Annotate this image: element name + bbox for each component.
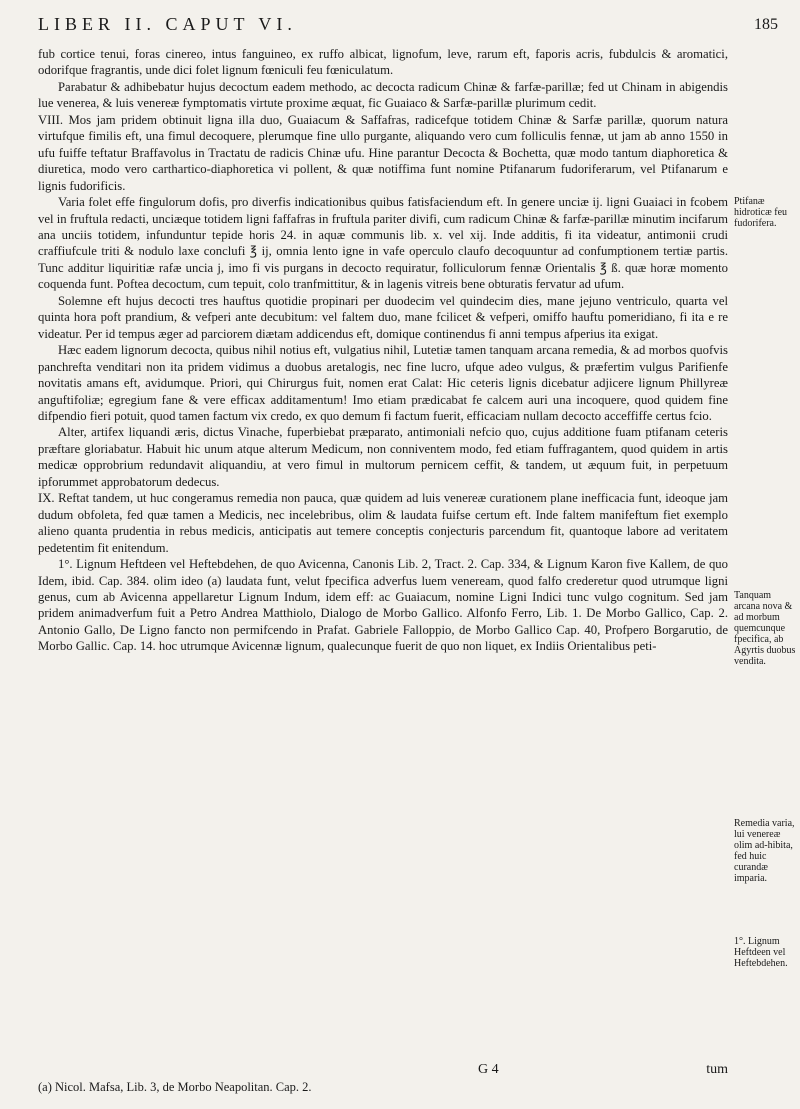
paragraph-section-ix: IX. Reftat tandem, ut huc congeramus remedia non pauca, quæ quidem ad luis venereæ curationem plane inefficacia funt, ideoque jam dudum obfoleta, fed quæ tamen a Medicis, nec incelebribus, olim & laudata fuifse certum eft. Inde faltem manifeftum fiet exemplo alieno quanta prudentia in rebus medicis, anticipatis aut temere conceptis conjecturis parcendum fit, quantoque labore ad veritatem pedetentim fit enitendum. (38, 491, 728, 555)
margin-note: Tanquam arcana nova & ad morbum quemcunque fpecifica, ab Agyrtis duobus vendita. (734, 590, 796, 667)
paragraph: fub cortice tenui, foras cinereo, intus fanguineo, ex ruffo albicat, lignofum, leve, rarum eft, faporis acris, fubdulcis & aromatici, odorifque fragrantis, unde dici folet lignum fœniculi feu fœniculatum. (38, 47, 728, 78)
page-footer (38, 1062, 728, 1095)
paragraph: Alter, artifex liquandi æris, dictus Vinache, fuperbiebat præparato, antimoniali nefcio quo, cujus additione fuam ptifanam ceteris præftare gloriabatur. Habuit hic unum atque alterum Medicum, non conniventem modo, fed etiam fuffragantem, quod quidem in artis medicæ opprobrium redundavit aliquandiu, at vero fimul in multorum pernicem ceffit, & tandem, ut æquum fuit, in perpetuum ipforummet approbatorum dedecus. (38, 425, 728, 489)
catchword: tum (706, 1062, 728, 1077)
signature-mark: G 4 (478, 1062, 499, 1077)
paragraph: Hæc eadem lignorum decocta, quibus nihil notius eft, vulgatius nihil, Lutetiæ tamen tanquam arcana remedia, & ad morbos quofvis panchrefta venditari non ita pridem vidimus a duobus aretalogis, nec fine lucro, ufque adeo vulgus, & præfertim vulgus Parifienfe novitatis amans eft, avidumque. Priori, qui Chirurgus fuit, nomen erat Calat: Hic ceteris lignis dicebatur adjicere lignum Phillyreæ anguftifoliæ; egregium fane & vere efficax additamentum! Imo etiam prædicabat fe calcem auri una incoquere, quod quidem fine difpendio fieri potuit, quod tamen factum vix credo, ex quo demum fi factum fuerit, efficaciam nullam decocto acceffiffe certus fcio. (38, 343, 728, 423)
paragraph-section-viii: VIII. Mos jam pridem obtinuit ligna illa duo, Guaiacum & Saffafras, radicefque totidem Chinæ & Sarfæ parillæ, quorum natura virtufque fimilis eft, una fimul decoquere, plerumque fine ullo purgante, aliquando vero cum folliculis fennæ, ut jam ab anno 1550 in ufu fuiffe teftatur Braffavolus in Tractatu de radicis Chinæ ufu. Hine parantur Decocta & Bochetta, quæ modo tantum diaphoretica & diuretica, modo vero carthartico-diaphoretica vi pollent, & quæ notiffima funt nomine Ptifanarum fudoriferarum, vel Ptifanarum e lignis fudorificis. (38, 112, 728, 193)
footnote: (a) Nicol. Mafsa, Lib. 3, de Morbo Neapolitan. Cap. 2. (38, 1080, 312, 1094)
paragraph: Solemne eft hujus decocti tres hauftus quotidie propinari per duodecim vel quindecim dies, mane jejuno ventriculo, quarta vel quinta hora poft prandium, & vefperi ante decubitum: vel faltem duo, mane fcilicet & vefperi, omiffo hauftu pomeridiano, fi ita e re videatur. Per id tempus æger ad parciorem diætam addicendus eft, domique continendus fi anni tempus afperius ita exigat. (38, 293, 728, 341)
running-title: LIBER II. CAPUT VI. (38, 14, 297, 34)
paragraph: Parabatur & adhibebatur hujus decoctum eadem methodo, ac decocta radicum Chinæ & farfæ-parillæ; fed ut Chinam in abigendis lue venerea, & luis venereæ fymptomatis virtute proxime æquat, fic Guaiaco & Sarfæ-parillæ plurimum cedit. (38, 79, 728, 111)
page-number: 185 (754, 16, 778, 33)
running-header (38, 12, 778, 42)
margin-note: 1°. Lignum Heftdeen vel Heftebdehen. (734, 936, 788, 969)
margin-note: Ptifanæ hidroticæ feu fudorifera. (734, 196, 788, 229)
main-text (38, 46, 728, 655)
paragraph: Varia folet effe fingulorum dofis, pro diverfis indicationibus quibus fatisfaciendum eft. In genere unciæ ij. ligni Guaiaci in fcobem vel in fruftula redacti, unciæque totidem ligni faffafras in fruftula pariter divifi, cum radicum Chinæ & farfæ-parillæ minutim incifarum ana unciis totidem, infunduntur tepide horis 24. in aquæ communis lib. x. vel xij. Inde additis, fi ita videatur, antimonii crudi craffiufcule triti & nodulo laxe conclufi ℥ ij, omnia lento igne in vafe operculo claufo decoquuntur ad confumptionem tertiæ partis. Tunc additur liquiritiæ rafæ uncia j, imo fi vis purgans in decocto requiratur, folliculorum fennæ Orientalis ℥ ß. quæ horæ momento coquenda funt. Poftea decoctum, cum tepuit, colo tranfmittitur, & in lagenis vitreis bene obturatis fervatur ad ufum. (38, 195, 728, 292)
margin-note: Remedia varia, lui venereæ olim ad-hibita, fed huic curandæ imparia. (734, 818, 795, 884)
paragraph: 1°. Lignum Heftdeen vel Heftebdehen, de quo Avicenna, Canonis Lib. 2, Tract. 2. Cap. 334, & Lignum Karon five Kallem, de quo Idem, ibid. Cap. 384. olim ideo (a) laudata funt, velut fpecifica adverfus luem veneream, quod falfo crederetur quod utrumque ligni genus, cum ab Avicenna appellaretur Lignum Indum, idem eff: ac Guaiacum, nomine Ligni Indici tunc vulgo cognitum. Sed jam pridem animadverfum fuit a Petro Andrea Matthiolo, Dialogo de Morbo Gallico. Alfonfo Ferro, Lib. 1. De Morbo Gallico, Cap. 2. Antonio Gallo, De Ligno fancto non permifcendo in Prafat. Gabriele Falloppio, de Morbo Gallico Cap. 40, Profpero Borgarutio, de Morbo Gallic. Cap. 14. hoc utrumque Avicennæ lignum, qualecunque fuerit de quo non liquet, ex Indiis Orientalibus peti- (38, 557, 728, 654)
